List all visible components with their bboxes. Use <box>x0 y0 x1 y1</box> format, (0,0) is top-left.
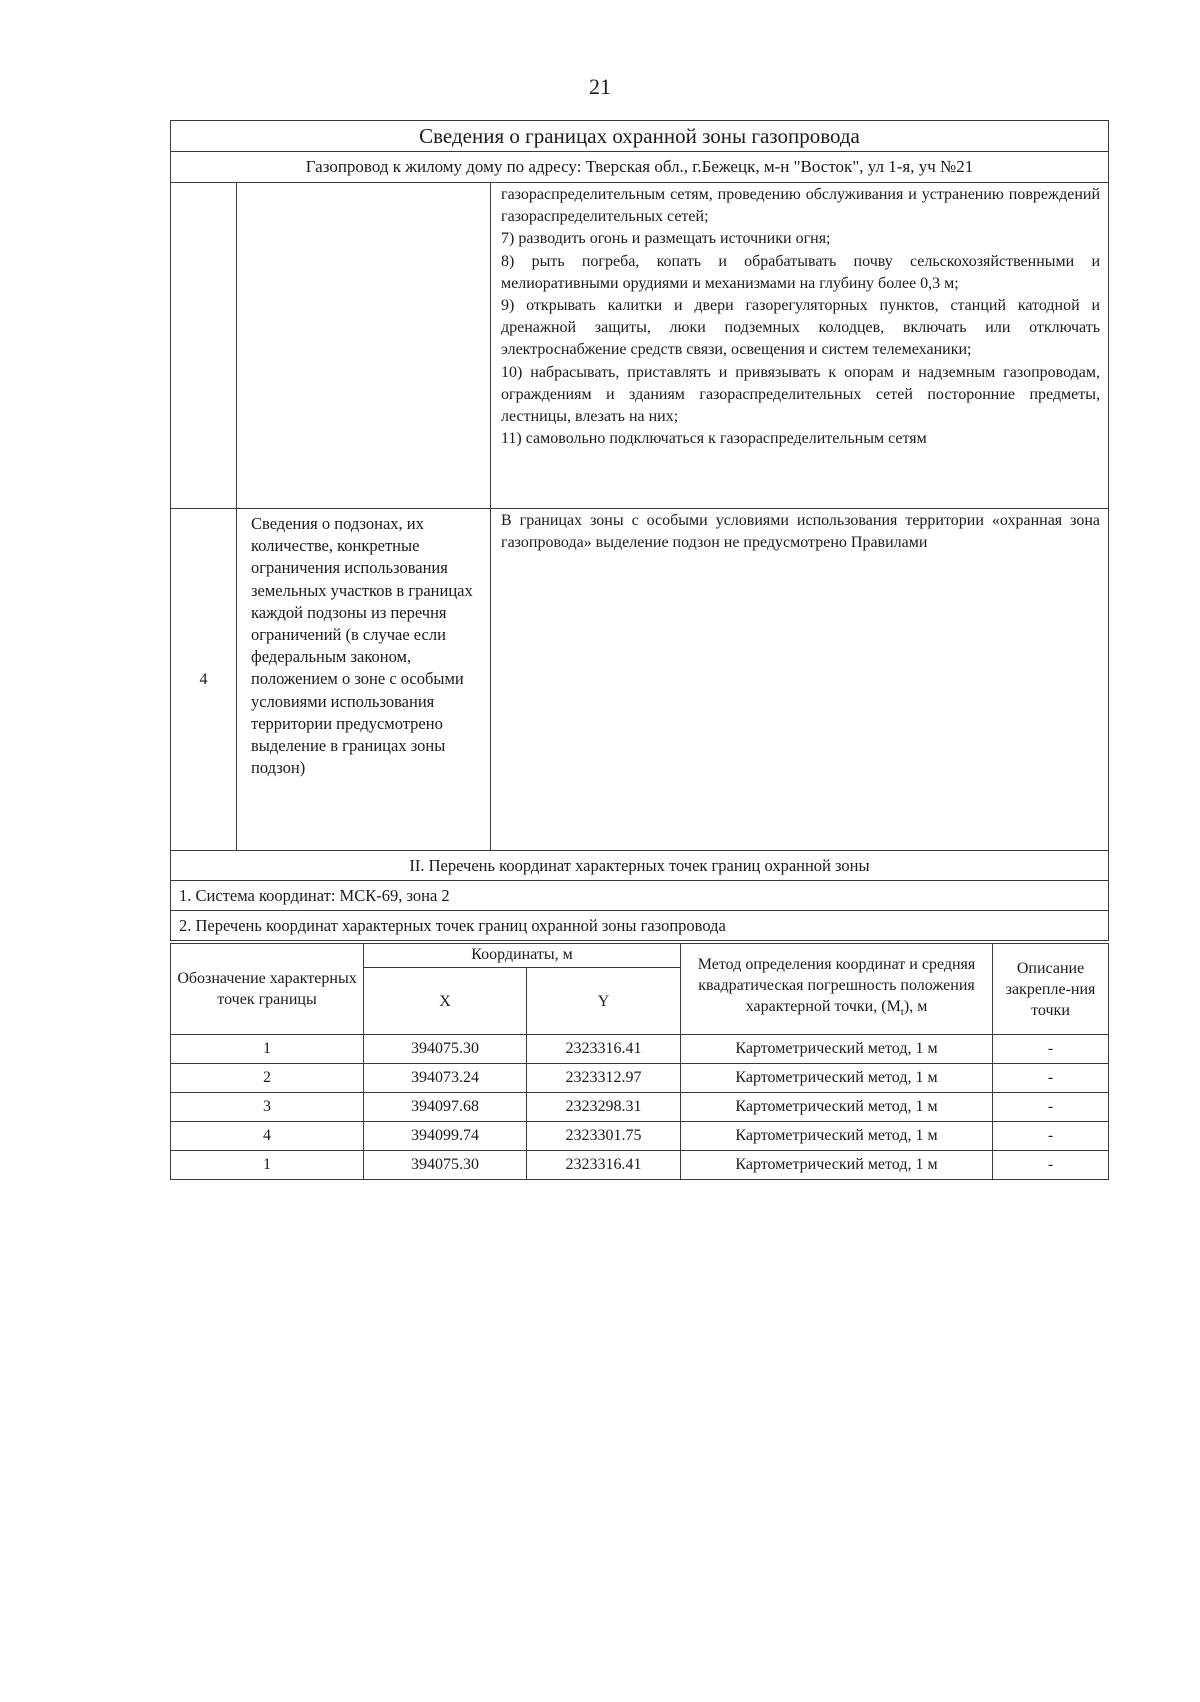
method-header <box>681 944 993 1035</box>
subzones-name: Сведения о подзонах, их количестве, конкретные ограничения использования земельных участков в границах каждой подзоны из перечня ограничений (в случае если федеральным законом, положением о зоне с особыми условиями использования территории предусмотрено выделение в границах зоны подзон) <box>237 509 491 851</box>
point-id: 2 <box>171 1064 364 1093</box>
y-header: Y <box>527 968 681 1035</box>
point-x: 394097.68 <box>364 1093 527 1122</box>
restrictions-text <box>491 183 1109 509</box>
designation-header: Обозначение характерных точек границы <box>171 944 364 1035</box>
point-method: Картометрический метод, 1 м <box>681 1093 993 1122</box>
coordinate-system-row <box>171 881 1109 911</box>
point-y: 2323316.41 <box>527 1151 681 1180</box>
point-x: 394075.30 <box>364 1035 527 1064</box>
row-number-cell <box>171 183 237 509</box>
point-y: 2323312.97 <box>527 1064 681 1093</box>
point-y: 2323298.31 <box>527 1093 681 1122</box>
table-row <box>171 1035 1109 1064</box>
coordinates-section-title: II. Перечень координат характерных точек границ охранной зоны <box>171 851 1109 881</box>
point-description: - <box>993 1064 1109 1093</box>
description-header: Описание закрепле-ния точки <box>993 944 1109 1035</box>
coordinates-header: Координаты, м <box>364 944 681 968</box>
coordinates-list-title-row <box>171 911 1109 941</box>
method-header-subscript: t <box>900 1006 904 1019</box>
table-subtitle: Газопровод к жилому дому по адресу: Тверская обл., г.Бежецк, м-н "Восток", ул 1-я, уч №21 <box>171 152 1109 183</box>
subzones-value: В границах зоны с особыми условиями использования территории «охранная зона газопровода» выделение подзон не предусмотрено Правилами <box>491 509 1109 851</box>
restriction-item: 8) рыть погреба, копать и обрабатывать почву сельскохозяйственными и мелиоративными орудиями и механизмами на глубину более 0,3 м; <box>501 252 1101 292</box>
restriction-item: 11) самовольно подключаться к газораспределительным сетям <box>501 430 927 448</box>
method-header-text: Метод определения координат и средняя квадратическая погрешность положения характерной точки, (M <box>697 956 976 1016</box>
point-x: 394073.24 <box>364 1064 527 1093</box>
restriction-item: 7) разводить огонь и размещать источники огня; <box>501 230 831 248</box>
point-method: Картометрический метод, 1 м <box>681 1035 993 1064</box>
point-description: - <box>993 1035 1109 1064</box>
table-row <box>171 1093 1109 1122</box>
table-row <box>171 1151 1109 1180</box>
method-header-tail: ), м <box>903 998 928 1016</box>
coordinate-system: 1. Система координат: МСК-69, зона 2 <box>171 881 1109 911</box>
row-name-cell <box>237 183 491 509</box>
point-x: 394075.30 <box>364 1151 527 1180</box>
restriction-item: 10) набрасывать, приставлять и привязывать к опорам и надземным газопроводам, ограждениям и зданиям газораспределительных сетей посторонние предметы, лестницы, влезать на них; <box>501 363 1101 426</box>
restriction-item: 9) открывать калитки и двери газорегуляторных пунктов, станций катодной и дренажной защиты, люки подземных колодцев, включать или отключать электроснабжение средств связи, освещения и систем телемеханики; <box>501 297 1101 359</box>
point-y: 2323301.75 <box>527 1122 681 1151</box>
point-method: Картометрический метод, 1 м <box>681 1151 993 1180</box>
restrictions-continued-row <box>171 183 1109 509</box>
point-id: 1 <box>171 1151 364 1180</box>
subzones-number: 4 <box>171 509 237 851</box>
x-header: X <box>364 968 527 1035</box>
table-row <box>171 1122 1109 1151</box>
coords-header-row <box>171 944 1109 968</box>
point-method: Картометрический метод, 1 м <box>681 1064 993 1093</box>
table-title-row <box>171 121 1109 152</box>
table-title: Сведения о границах охранной зоны газопровода <box>171 121 1109 152</box>
coordinates-list-title: 2. Перечень координат характерных точек границ охранной зоны газопровода <box>171 911 1109 941</box>
point-y: 2323316.41 <box>527 1035 681 1064</box>
point-id: 1 <box>171 1035 364 1064</box>
point-x: 394099.74 <box>364 1122 527 1151</box>
table-row <box>171 1064 1109 1093</box>
point-description: - <box>993 1122 1109 1151</box>
restriction-item: газораспределительным сетям, проведению обслуживания и устранению повреждений газораспределительных сетей; <box>501 186 1101 226</box>
protection-zone-table <box>170 120 1109 941</box>
table-subtitle-row <box>171 152 1109 183</box>
page-number: 21 <box>589 74 611 99</box>
coordinates-table <box>170 943 1109 1180</box>
point-id: 4 <box>171 1122 364 1151</box>
coordinates-section-row <box>171 851 1109 881</box>
point-description: - <box>993 1093 1109 1122</box>
point-description: - <box>993 1151 1109 1180</box>
point-id: 3 <box>171 1093 364 1122</box>
subzones-row <box>171 509 1109 851</box>
point-method: Картометрический метод, 1 м <box>681 1122 993 1151</box>
